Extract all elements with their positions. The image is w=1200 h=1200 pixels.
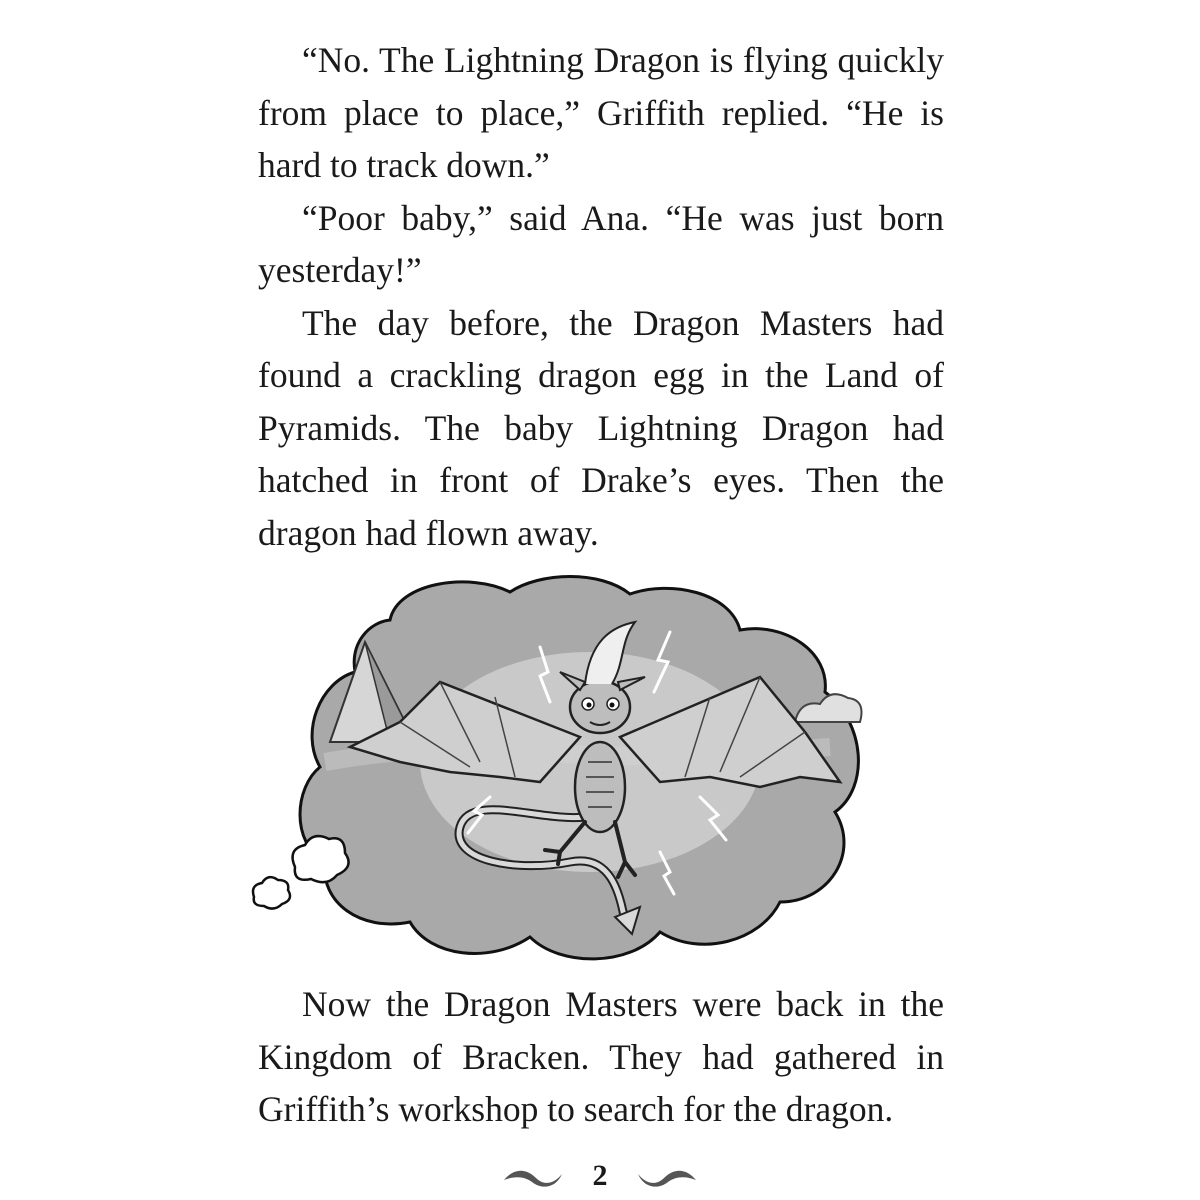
left-swirl-ornament [500, 1164, 570, 1190]
story-text-bottom [258, 978, 944, 1136]
thought-bubble-small [253, 877, 290, 908]
right-swirl-ornament [630, 1164, 700, 1190]
paragraph: Now the Dragon Masters were back in the Kingdom of Bracken. They had gathered in Griffith’s workshop to search for the dragon. [258, 984, 944, 1129]
dragon-body [575, 742, 625, 832]
paragraph: “Poor baby,” said Ana. “He was just born yesterday!” [258, 197, 944, 290]
page-footer [500, 1156, 700, 1196]
page-number: 2 [592, 1159, 608, 1192]
thought-cloud-dragon-illustration [240, 572, 880, 972]
story-text-top [258, 34, 944, 559]
paragraph: “No. The Lightning Dragon is flying quickly from place to place,” Griffith replied. “He is hard to track down.” [258, 40, 944, 185]
paragraph: The day before, the Dragon Masters had found a crackling dragon egg in the Land of Pyramids. The baby Lightning Dragon had hatched in front of Drake’s eyes. Then the dragon had flown away. [258, 302, 944, 553]
